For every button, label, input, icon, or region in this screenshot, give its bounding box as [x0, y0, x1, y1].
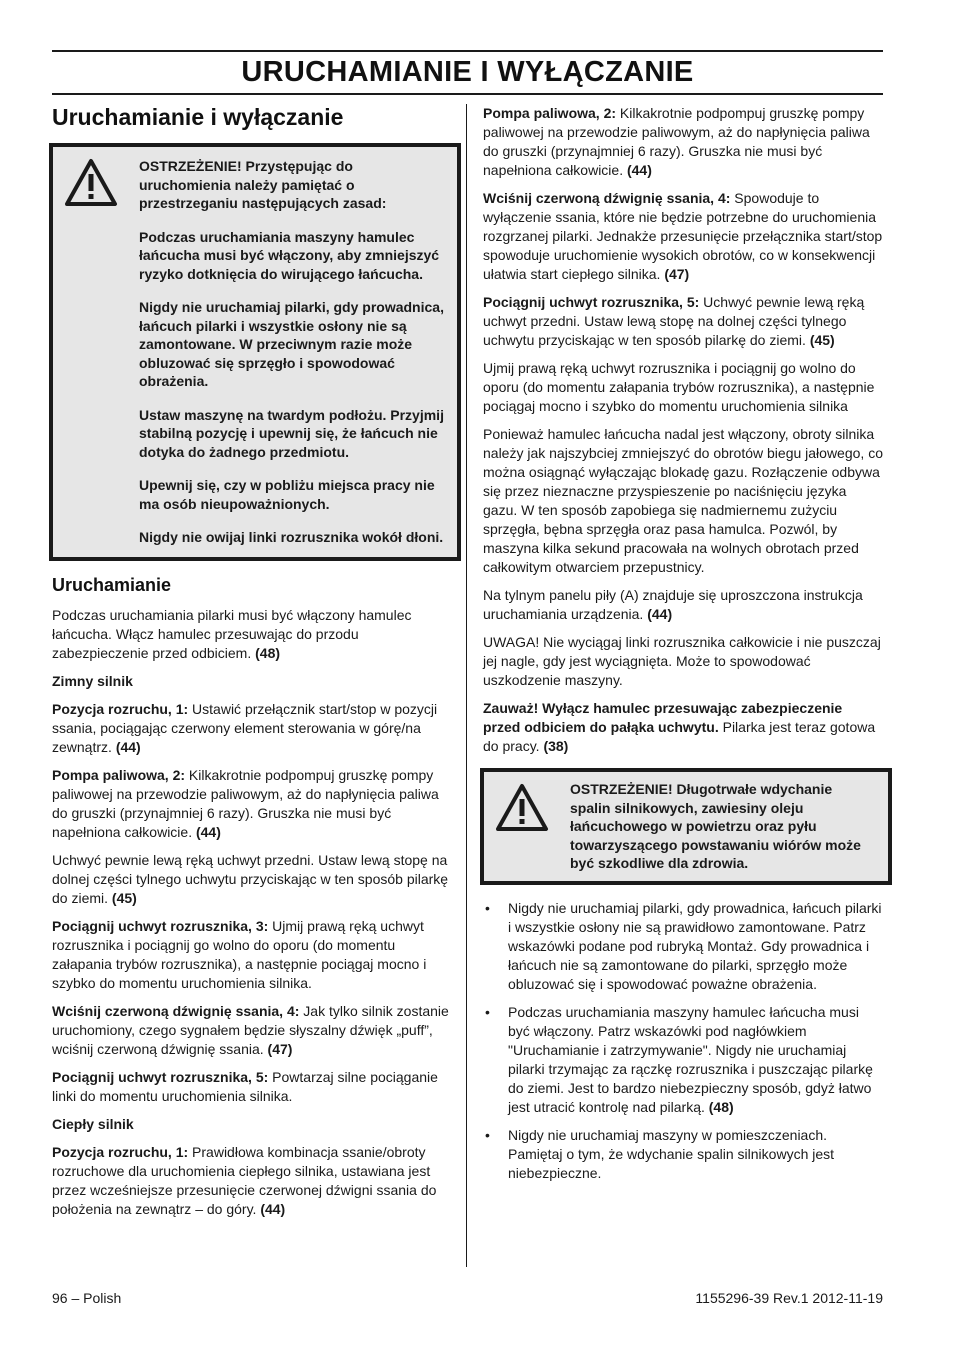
paragraph: Uchwyć pewnie lewą ręką uchwyt przedni. Ustaw lewą stopę na dolnej części tylnego uchwytu przyciskając w ten sposób pilarkę do ziemi. (45) — [52, 851, 449, 906]
top-rule — [52, 50, 883, 52]
paragraph: Pociągnij uchwyt rozrusznika, 5: Uchwyć pewnie lewą ręką uchwyt przedni. Ustaw lewą stopę na dolnej części tylnego uchwytu przyciskając w ten sposób pilarkę do ziemi. (45) — [483, 294, 865, 348]
warning-text: Nigdy nie owijaj linki rozrusznika wokół dłoni. — [139, 529, 444, 545]
list-item: • Nigdy nie uruchamiaj pilarki, gdy prowadnica, łańcuch pilarki i wszystkie osłony nie są prawidłowo zamontowane. Patrz wskazówki podane pod rubryką Montaż. Gdy prowadnica i łańcuch nie są zamontowane do pilarki, sprzęgło może obluzować się i spowodować poważne obrażenia. — [483, 899, 883, 994]
list-item: • Nigdy nie uruchamiaj maszyny w pomieszczeniach. Pamiętaj o tym, że wdychanie spalin silnikowych jest niebezpieczne. — [483, 1126, 883, 1183]
list-item: • Podczas uruchamiania maszyny hamulec łańcucha musi być włączony. Patrz wskazówki pod nagłówkiem "Uruchamianie i zatrzymywanie". Nigdy nie uruchamiaj pilarki trzymając za rączkę rozrusznika i puszczając pilarkę do ziemi. Jest to bardzo niebezpieczny sposób, gdyż łatwo jest utracić kontrolę nad pilarką. (48) — [483, 1003, 883, 1117]
paragraph: UWAGA! Nie wyciągaj linki rozrusznika całkowicie i nie puszczaj jej nagle, gdy jest wyciągnięta. Może to spowodować uszkodzenie maszyny. — [483, 634, 881, 688]
paragraph: Na tylnym panelu piły (A) znajduje się uproszczona instrukcja uruchamiania urządzenia. (44) — [483, 587, 863, 622]
left-column — [52, 104, 450, 1228]
warning-box — [480, 768, 892, 885]
warning-text: OSTRZEŻENIE! Przystępując do uruchomienia należy pamiętać o przestrzeganiu następujących zasad: — [139, 158, 387, 211]
warning-text: Nigdy nie uruchamiaj pilarki, gdy prowadnica, łańcuch pilarki i wszystkie osłony nie są zamontowane. W przeciwnym razie może obluzować się sprzęgło i spowodować obrażenia. — [139, 299, 444, 389]
document-reference: 1155296-39 Rev.1 2012-11-19 — [695, 1290, 883, 1306]
subsection-heading: Uruchamianie — [52, 574, 172, 595]
paragraph: Pompa paliwowa, 2: Kilkakrotnie podpompuj gruszkę pompy paliwowej na przewodzie paliwowym, aż do napłynięcia paliwa do gruszki (przynajmniej 6 razy). Gruszka nie musi być napełniona całkowicie. (44) — [52, 766, 439, 840]
column-divider — [466, 104, 467, 1267]
warning-triangle-icon — [494, 782, 550, 834]
paragraph: Pozycja rozruchu, 1: Ustawić przełącznik start/stop w pozycji ssania, pociągając czerwony element sterowania w górę/na zewnątrz. (44) — [52, 700, 438, 755]
paragraph: Zauważ! Wyłącz hamulec przesuwając zabezpieczenie przed odbiciem do pałąka uchwytu. Pilarka jest teraz gotowa do pracy. (38) — [483, 700, 876, 754]
warning-text: Ustaw maszynę na twardym podłożu. Przyjmij stabilną pozycję i upewnij się, że łańcuch nie dotyka do żadnego przedmiotu. — [139, 406, 444, 460]
section-heading: Uruchamianie i wyłączanie — [52, 104, 344, 130]
warning-triangle-icon — [63, 157, 119, 209]
warning-text: Podczas uruchamiania maszyny hamulec łańcucha musi być włączony, aby zmniejszyć ryzyko dotknięcia do wirującego łańcucha. — [139, 228, 440, 282]
page-number: 96 – Polish — [52, 1290, 122, 1306]
paragraph: Wciśnij czerwoną dźwignię ssania, 4: Jak tylko silnik zostanie uruchomiony, czego sygnałem będzie słyszalny dźwięk „puff”, wciśnij czerwoną dźwignię ssania. (47) — [52, 1002, 449, 1057]
paragraph: Pozycja rozruchu, 1: Prawidłowa kombinacja ssanie/obroty rozruchowe dla uruchomienia ciepłego silnika, ustawiana jest przez wcześniejsze przesunięcie czerwonej dźwigni ssania do położenia na zewnątrz – do góry. (44) — [52, 1143, 437, 1217]
paragraph: Ujmij prawą ręką uchwyt rozrusznika i pociągnij go wolno do oporu (do momentu załapania trybów rozrusznika), a następnie pociągaj mocno i szybko do momentu uruchomienia silnika — [483, 360, 875, 414]
warning-text: OSTRZEŻENIE! Długotrwałe wdychanie spalin silnikowych, zawiesiny oleju łańcuchowego w powietrzu oraz pyłu towarzyszącego powstawaniu wiórów może być szkodliwe dla zdrowia. — [570, 781, 861, 871]
paragraph: Pompa paliwowa, 2: Kilkakrotnie podpompuj gruszkę pompy paliwowej na przewodzie paliwowym, aż do napłynięcia paliwa do gruszki (przynajmniej 6 razy). Gruszka nie musi być napełniona całkowicie. (44) — [483, 105, 870, 178]
warm-engine-heading: Ciepły silnik — [52, 1115, 134, 1132]
cold-engine-heading: Zimny silnik — [52, 672, 133, 689]
warning-text: Upewnij się, czy w pobliżu miejsca pracy nie ma osób nieupoważnionych. — [139, 477, 435, 512]
paragraph: Pociągnij uchwyt rozrusznika, 5: Powtarzaj silne pociąganie linki do momentu uruchomienia silnika. — [52, 1068, 438, 1104]
right-column — [483, 104, 883, 1192]
paragraph: Podczas uruchamiania pilarki musi być włączony hamulec łańcucha. Włącz hamulec przesuwając do przodu zabezpieczenie przed odbiciem. (48) — [52, 606, 412, 661]
paragraph: Wciśnij czerwoną dźwignię ssania, 4: Spowoduje to wyłączenie ssania, które nie będzie potrzebne do uruchomienia rozgrzanej pilarki. Jednakże przesunięcie przełącznika start/stop spowoduje uruchomienie wysokich obrotów, co w konsekwencji ułatwia start ciepłego silnika. (47) — [483, 190, 883, 282]
safety-list — [483, 899, 883, 1183]
paragraph: Ponieważ hamulec łańcucha nadal jest włączony, obroty silnika należy jak najszybciej zmniejszyć do obrotów biegu jałowego, co można osiągnąć wyłączając blokadę gazu. Rozłączenie odbywa się przez nieznaczne przyspieszenie po naciśnięciu języka gazu. W ten sposób zapobiega się nadmiernemu zużyciu sprzęgła, bębna sprzęgła oraz pasa hamulca. Pozwól, by maszyna kilka sekund pracowała na wolnych obrotach przed całkowitym otwarciem przepustnicy. — [483, 426, 883, 575]
paragraph: Pociągnij uchwyt rozrusznika, 3: Ujmij prawą ręką uchwyt rozrusznika i pociągnij go wolno do oporu (do momentu załapania trybów rozrusznika), a następnie pociągaj mocno i szybko do momentu uruchomienia silnika. — [52, 917, 427, 991]
warning-box — [49, 143, 461, 561]
title-underline — [52, 93, 883, 95]
page-title: URUCHAMIANIE I WYŁĄCZANIE — [241, 56, 694, 88]
